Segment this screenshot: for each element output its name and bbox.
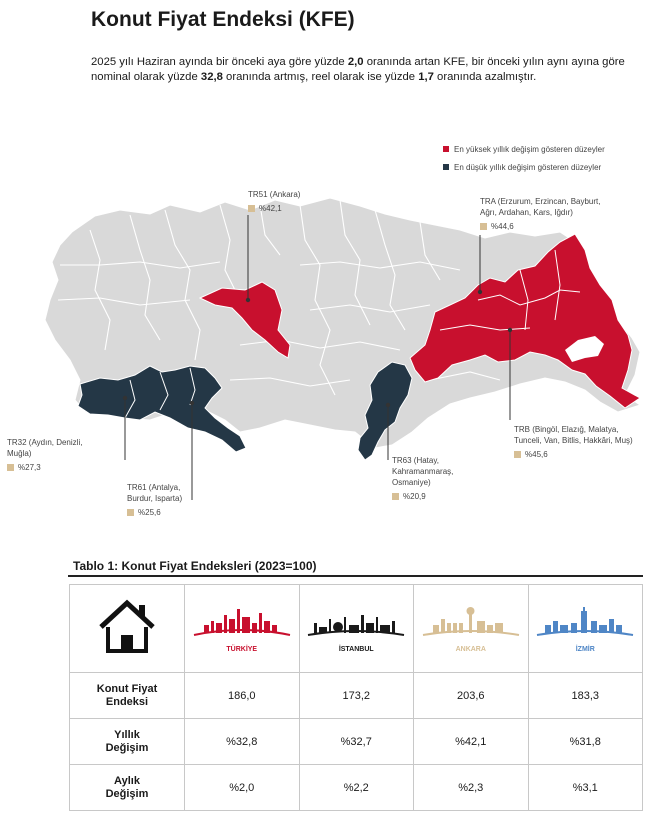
table-title: Tablo 1: Konut Fiyat Endeksleri (2023=100) [73,559,317,573]
cell-annual-istanbul: %32,7 [299,719,414,765]
cell-annual-izmir: %31,8 [528,719,643,765]
callout-tra-value: %44,6 [480,221,600,232]
cell-kfe-ankara: 203,6 [414,673,529,719]
istanbul-skyline-icon [304,605,408,641]
intro-annual-nominal: 32,8 [200,71,223,83]
col-istanbul-label: İSTANBUL [338,645,374,653]
cell-kfe-istanbul: 173,2 [299,673,414,719]
callout-tr61-line1: TR61 (Antalya, [127,483,181,492]
legend-swatch-low [443,164,449,170]
callout-tr51-label: TR51 (Ankara) [248,190,301,199]
callout-tr63-line2: Kahramanmaraş, [392,467,454,476]
col-ankara [414,585,529,673]
intro-annual-real: 1,7 [418,71,434,83]
cell-monthly-izmir: %3,1 [528,765,643,811]
callout-tr32-line2: Muğla) [7,449,32,458]
callout-trb-line2: Tunceli, Van, Bitlis, Hakkâri, Muş) [514,436,633,445]
table-row [70,673,643,719]
cell-kfe-izmir: 183,3 [528,673,643,719]
intro-monthly-change: 2,0 [347,56,364,68]
map-legend [443,140,605,176]
legend-label-low: En düşük yıllık değişim gösteren düzeyler [454,162,602,172]
col-ankara-label: ANKARA [455,645,486,653]
callout-tr51-value: %42,1 [248,203,300,214]
callout-tr32-value: %27,3 [7,462,82,473]
col-izmir [528,585,643,673]
legend-item-low [443,158,605,176]
callout-trb-line1: TRB (Bingöl, Elazığ, Malatya, [514,425,619,434]
table-row [70,719,643,765]
cell-monthly-istanbul: %2,2 [299,765,414,811]
izmir-skyline-icon [533,605,637,641]
callout-trb-value: %45,6 [514,449,633,460]
table-header-row [70,585,643,673]
intro-text-3: oranında artmış, reel olarak ise yüzde [222,71,419,83]
callout-tr51 [248,189,300,214]
intro-text-2: oranında artan KFE, bir önceki yılın aynı ayına göre nominal olarak yüzde [91,56,625,83]
legend-label-high: En yüksek yıllık değişim gösteren düzeyler [454,144,605,154]
callout-tr63-value: %20,9 [392,491,453,502]
callout-tr32 [7,437,82,473]
callout-tr61 [127,482,182,518]
legend-item-high [443,140,605,158]
row-label-annual: Yıllık Değişim [70,719,185,765]
turkiye-skyline-icon [190,605,294,641]
intro-text-1: 2025 yılı Haziran ayında bir önceki aya göre yüzde [91,56,348,68]
col-turkiye-label: TÜRKİYE [226,645,258,653]
callout-tr61-value: %25,6 [127,507,182,518]
table-row [70,765,643,811]
row-label-kfe: Konut Fiyat Endeksi [70,673,185,719]
house-icon [97,599,157,655]
cell-monthly-ankara: %2,3 [414,765,529,811]
ankara-skyline-icon [419,605,523,641]
callout-tr63 [392,455,453,502]
kfe-table [69,584,643,811]
page-title: Konut Fiyat Endeksi (KFE) [91,8,355,31]
callout-tr63-line1: TR63 (Hatay, [392,456,439,465]
intro-text-4: oranında azalmıştır. [433,71,537,83]
cell-annual-turkiye: %32,8 [185,719,300,765]
cell-annual-ankara: %42,1 [414,719,529,765]
col-izmir-label: İZMİR [575,645,595,653]
cell-monthly-turkiye: %2,0 [185,765,300,811]
callout-tr63-line3: Osmaniye) [392,478,431,487]
col-turkiye [185,585,300,673]
callout-tra-line2: Ağrı, Ardahan, Kars, Iğdır) [480,208,573,217]
cell-kfe-turkiye: 186,0 [185,673,300,719]
table-corner-cell [70,585,185,673]
callout-trb [514,424,633,460]
legend-swatch-high [443,146,449,152]
callout-tr61-line2: Burdur, Isparta) [127,494,183,503]
callout-tra [480,196,600,232]
callout-tra-line1: TRA (Erzurum, Erzincan, Bayburt, [480,197,601,206]
col-istanbul [299,585,414,673]
row-label-monthly: Aylık Değişim [70,765,185,811]
table-title-rule [68,575,643,577]
callout-tr32-line1: TR32 (Aydın, Denizli, [7,438,83,447]
